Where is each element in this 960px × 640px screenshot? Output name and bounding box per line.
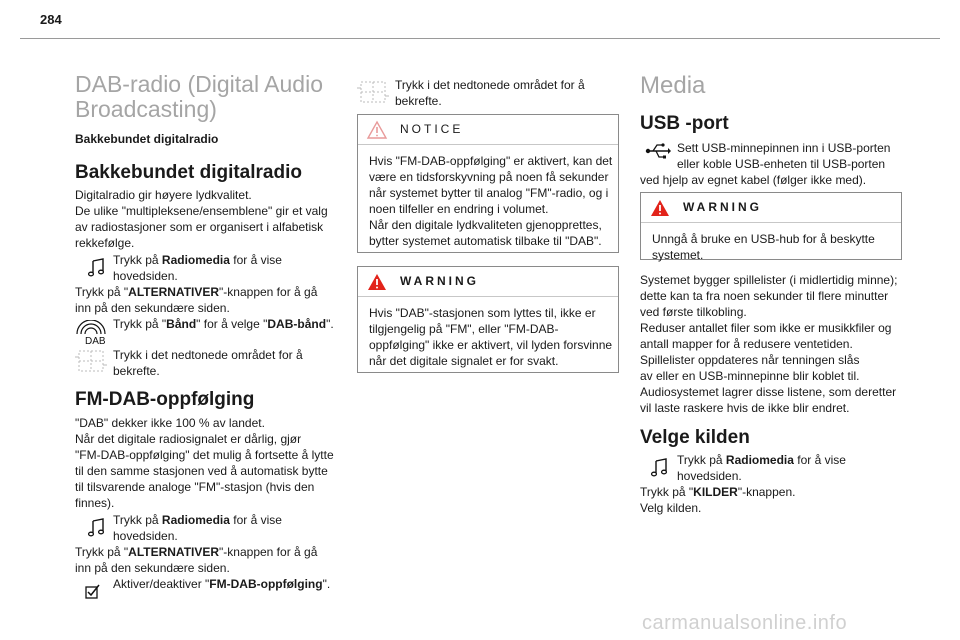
- notice-box: [357, 114, 619, 253]
- step-confirm-2: Trykk i det nedtonede området for å: [395, 78, 585, 92]
- warning-title: WARNING: [400, 274, 479, 288]
- usb-warning-box: [640, 192, 902, 260]
- greyed-area-icon: [75, 347, 107, 375]
- dab-title-line2: Broadcasting): [75, 96, 217, 122]
- step-radiomedia: Trykk på Radiomedia for å vise: [113, 253, 282, 267]
- warning-body: Hvis "DAB"-stasjonen som lyttes til, ikke er tilgjengelig på "FM", eller "FM-DAB- oppfølging" ikke er aktivert, vil lyden forsvinne når det digitale signalet er for svakt.: [369, 306, 613, 368]
- watermark: carmanualsonline.info: [642, 612, 848, 634]
- usb-step: Sett USB-minnepinnen inn i USB-porten: [677, 141, 891, 155]
- dab-title-line1: DAB-radio (Digital Audio: [75, 71, 324, 97]
- warning-triangle-icon: [366, 120, 388, 140]
- usb-warning-body: Unngå å bruke en USB-hub for å beskytte systemet.: [652, 232, 875, 262]
- notice-body: Hvis "FM-DAB-oppfølging" er aktivert, kan det være en tidsforskyvning på noen få sekunder når systemet bytter til analog "FM"-radio, og i noen tilfeller en endring i volumet. Når den digitale lydkvaliteten gjenopprettes, bytter systemet automatisk tilbake til "DAB".: [369, 154, 613, 248]
- step-radiomedia-3: Trykk på Radiomedia for å vise: [677, 453, 846, 467]
- music-note-icon: [85, 256, 109, 280]
- section-heading-fmdab: FM-DAB-oppfølging: [75, 389, 255, 410]
- svg-text:DAB: DAB: [85, 336, 106, 346]
- step-kilder: Trykk på "KILDER"-knappen.: [640, 485, 796, 499]
- step-alternativer-2: Trykk på "ALTERNATIVER"-knappen for å gå: [75, 545, 318, 559]
- section-heading-usb: USB -port: [640, 113, 729, 134]
- top-rule: [20, 38, 940, 39]
- notice-title: NOTICE: [400, 122, 464, 136]
- music-note-icon: [648, 456, 672, 480]
- warning-box: [357, 266, 619, 373]
- warning-triangle-icon: [366, 272, 388, 292]
- step-confirm: Trykk i det nedtonede området for å: [113, 348, 303, 362]
- music-note-icon: [85, 516, 109, 540]
- section-heading-velge-kilden: Velge kilden: [640, 427, 750, 448]
- warning-triangle-icon: [649, 198, 671, 218]
- fmdab-paragraph: "DAB" dekker ikke 100 % av landet. Når det digitale radiosignalet er dårlig, gjør "FM-DAB-oppfølging" det mulig å fortsette å lytte til den samme stasjonen ved å automatisk bytte til tilsvarende analoge "FM"-stasjon (hvis den finnes).: [75, 416, 334, 510]
- media-title: Media: [640, 72, 706, 99]
- playlist-paragraph: Systemet bygger spillelister (i midlertidig minne); dette kan ta fra noen sekunder til flere minutter ved første tilkobling. Reduser antallet filer som ikke er musikkfiler og antall mapper for å redusere ventetiden. Spillelister oppdateres når tenningen slås av eller en USB-minnepinne blir koblet til. Audiosystemet lagrer disse listene, som deretter vil laste raskere hvis de ikke blir endret.: [640, 273, 898, 415]
- dab-subtitle: Bakkebundet digitalradio: [75, 132, 219, 146]
- step-velg-kilden: Velg kilden.: [640, 501, 702, 515]
- digitalradio-paragraph: Digitalradio gir høyere lydkvalitet. De ulike "multipleksene/ensemblene" gir et valg av radiostasjoner som er organisert i alfabetisk rekkefølge.: [75, 188, 328, 250]
- greyed-area-icon: [357, 78, 389, 106]
- dab-radio-icon: [75, 320, 109, 346]
- section-heading-digitalradio: Bakkebundet digitalradio: [75, 162, 302, 183]
- step-band: Trykk på "Bånd" for å velge "DAB-bånd".: [113, 317, 334, 331]
- step-toggle-fmdab: Aktiver/deaktiver "FM-DAB-oppfølging".: [113, 577, 331, 591]
- step-alternativer: Trykk på "ALTERNATIVER"-knappen for å gå: [75, 285, 318, 299]
- page-number: 284: [40, 12, 62, 27]
- usb-warning-title: WARNING: [683, 200, 762, 214]
- step-radiomedia-2: Trykk på Radiomedia for å vise: [113, 513, 282, 527]
- usb-icon: [644, 140, 672, 162]
- checkbox-icon: [83, 581, 103, 601]
